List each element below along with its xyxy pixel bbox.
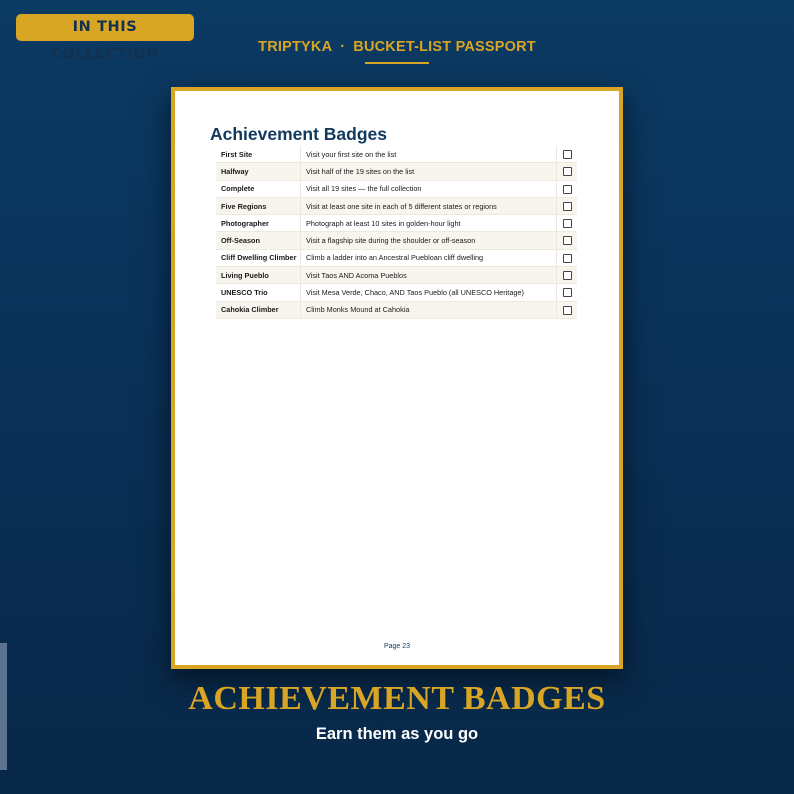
badge-row (216, 163, 577, 180)
badge-requirement: Photograph at least 10 sites in golden-hour light (301, 215, 557, 232)
badge-checkbox[interactable] (563, 288, 572, 297)
collection-badge: IN THIS COLLECTION (16, 14, 194, 41)
badge-name: Off-Season (216, 232, 301, 249)
page-heading: Achievement Badges (210, 124, 388, 144)
badge-checkbox[interactable] (563, 202, 572, 211)
badge-requirement: Visit all 19 sites — the full collection (301, 180, 557, 197)
badge-row (216, 267, 577, 284)
badge-check-cell (557, 197, 578, 214)
product-name: BUCKET-LIST PASSPORT (353, 39, 536, 55)
badge-table-body (216, 146, 577, 318)
badge-requirement: Visit a flagship site during the shoulder or off-season (301, 232, 557, 249)
badge-requirement: Visit at least one site in each of 5 different states or regions (301, 197, 557, 214)
badge-name: First Site (216, 146, 301, 163)
badge-row (216, 146, 577, 163)
badge-row (216, 284, 577, 301)
badge-checkbox[interactable] (563, 185, 572, 194)
badge-requirement: Visit Taos AND Acoma Pueblos (301, 267, 557, 284)
badge-requirement: Visit half of the 19 sites on the list (301, 163, 557, 180)
badge-checkbox[interactable] (563, 306, 572, 315)
badge-row (216, 215, 577, 232)
badge-checkbox[interactable] (563, 254, 572, 263)
brand-name: TRIPTYKA (258, 39, 333, 55)
badge-name: Complete (216, 180, 301, 197)
page-preview (175, 91, 619, 665)
badge-check-cell (557, 215, 578, 232)
badge-checkbox[interactable] (563, 167, 572, 176)
badge-checkbox[interactable] (563, 150, 572, 159)
badge-name: Five Regions (216, 197, 301, 214)
badge-name: Photographer (216, 215, 301, 232)
badge-check-cell (557, 249, 578, 266)
badge-row (216, 232, 577, 249)
badge-checkbox[interactable] (563, 271, 572, 280)
badge-check-cell (557, 163, 578, 180)
badge-name: UNESCO Trio (216, 284, 301, 301)
badge-name: Living Pueblo (216, 267, 301, 284)
hero-subtitle: Earn them as you go (315, 725, 479, 743)
badge-row (216, 301, 577, 318)
badge-row (216, 197, 577, 214)
badge-check-cell (557, 146, 578, 163)
badge-table (216, 146, 577, 319)
badge-check-cell (557, 232, 578, 249)
badge-name: Halfway (216, 163, 301, 180)
brand-line (0, 39, 794, 55)
brand-underline (365, 62, 429, 64)
badge-name: Cliff Dwelling Climber (216, 249, 301, 266)
hero-title: ACHIEVEMENT BADGES (188, 680, 606, 717)
badge-row (216, 180, 577, 197)
badge-requirement: Climb a ladder into an Ancestral Puebloan cliff dwelling (301, 249, 557, 266)
badge-checkbox[interactable] (563, 236, 572, 245)
badge-check-cell (557, 284, 578, 301)
badge-checkbox[interactable] (563, 219, 572, 228)
badge-check-cell (557, 180, 578, 197)
badge-check-cell (557, 301, 578, 318)
badge-name: Cahokia Climber (216, 301, 301, 318)
badge-row (216, 249, 577, 266)
badge-requirement: Visit Mesa Verde, Chaco, AND Taos Pueblo (all UNESCO Heritage) (301, 284, 557, 301)
page-preview-frame (171, 87, 623, 669)
badge-requirement: Climb Monks Mound at Cahokia (301, 301, 557, 318)
page-number: Page 23 (383, 643, 411, 650)
badge-check-cell (557, 267, 578, 284)
badge-requirement: Visit your first site on the list (301, 146, 557, 163)
brand-separator: · (340, 39, 346, 55)
